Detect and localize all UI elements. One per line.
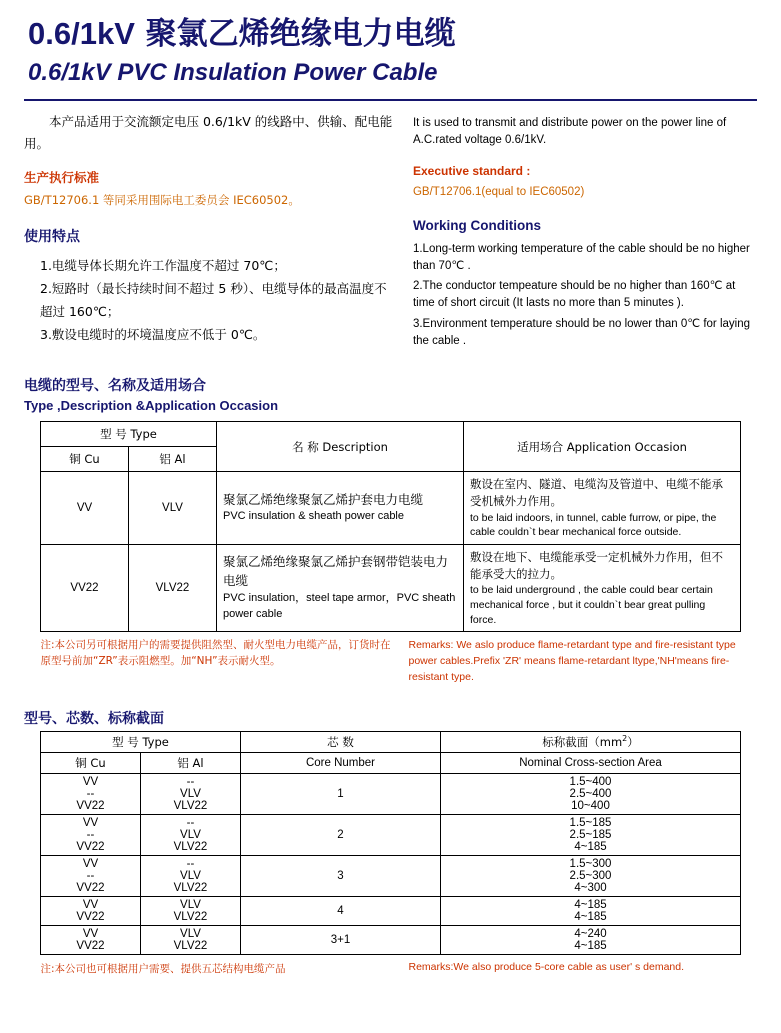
cell-application-en: to be laid indoors, in tunnel, cable furrow, or pipe, the cable couldn`t bear mechanical force outside. [470,511,717,539]
cell-cu-line: VV22 [76,799,105,812]
cell-core-number: 1 [241,773,441,814]
standard-head-en: Executive standard : [412,164,531,179]
cell-area-line: 2.5~400 [569,787,612,800]
header-area-sup: 2 [622,733,628,743]
cell-description-en: PVC insulation & sheath power cable [223,510,404,523]
page-title-cn [28,16,757,53]
cell-cu-line: VV [82,775,99,788]
cell-cu-line: -- [86,869,95,882]
features-item-en-1: 1.Long-term working temperature of the cable should be no higher than 70℃ . [412,242,750,272]
header-al: 铝 Al [128,447,216,472]
cell-al-line: -- [186,775,195,788]
header-cu: 铜 Cu [40,752,140,773]
cell-description-cn: 聚氯乙烯绝缘聚氯乙烯护套钢带铠装电力电缆 [223,554,449,589]
section2-title-cn: 型号、芯数、标称截面 [24,710,164,727]
cell-cu-line: VV [82,816,99,829]
intro-column-cn [24,111,395,353]
cell-cu [40,855,140,896]
section-type-core-area [24,708,757,976]
cell-cu [40,773,140,814]
page-title-cn-prefix: 0.6/1kV [28,16,135,51]
table-row [40,472,740,545]
cell-area-line: 4~185 [574,939,607,952]
cell-al [140,814,240,855]
cell-cu-line: VV22 [76,881,105,894]
cell-application [464,472,741,545]
cell-area-line: 10~400 [571,799,610,812]
features-item-en-3: 3.Environment temperature should be no lower than 0℃ for laying the cable . [412,317,750,347]
type-description-table [40,421,741,632]
cell-al-line: VLV [180,787,201,800]
cell-area [441,855,741,896]
cell-core-number: 2 [241,814,441,855]
header-type-group: 型 号 Type [40,731,240,752]
cell-area [441,896,741,925]
page-title-cn-text: 聚氯乙烯绝缘电力电缆 [134,16,456,52]
cell-cu: VV22 [40,544,128,632]
header-core-cn: 芯 数 [241,731,441,752]
cell-area-line: 1.5~400 [569,775,612,788]
table-header-row [40,422,740,447]
cell-al [140,855,240,896]
cell-cu-line: -- [86,828,95,841]
cell-description [217,472,464,545]
features-item-en-2: 2.The conductor tempeature should be no higher than 160℃ at time of short circuit (It lasts no more than 5 minutes ). [412,280,736,310]
type-core-area-table [40,731,741,955]
cell-al-line: VLV22 [173,799,208,812]
cell-al-line: VLV22 [173,840,208,853]
cell-area-line: 2.5~185 [569,828,612,841]
intro-column-en [413,111,757,353]
cell-al: VLV22 [128,544,216,632]
cell-cu [40,814,140,855]
section1-title-cn: 电缆的型号、名称及适用场合 [24,378,206,395]
cell-cu-line: VV [82,857,99,870]
cell-al-line: VLV [180,898,201,911]
header-area-cn-end: ） [627,734,639,749]
cell-core-number: 3+1 [241,925,441,954]
section1-title-en: Type ,Description &Application Occasion [24,398,279,414]
header-al: 铝 Al [140,752,240,773]
cell-cu-line: VV22 [76,939,105,952]
standard-body-cn: GB/T12706.1 等同采用围际电工委员会 IEC60502。 [24,193,300,208]
cell-al-line: -- [186,816,195,829]
standard-body-en: GB/T12706.1(equal to IEC60502) [412,186,585,199]
table-row [40,925,740,954]
features-head-en: Working Conditions [412,217,541,233]
cell-area [441,773,741,814]
header-area-cn [441,731,741,752]
section1-remark-cn: 注:本公司另可根据用户的需要提供阻然型、耐火型电力电缆产品，订货时在原型号前加“ZR”表示阻燃型。加“NH”表示耐火型。 [40,639,391,668]
header-core-en: Core Number [241,752,441,773]
cell-cu-line: -- [86,787,95,800]
section2-remarks [41,961,741,976]
cell-description [217,544,464,632]
cell-cu-line: VV [82,927,99,940]
cell-description-en: PVC insulation，steel tape armor，PVC sheath power cable [223,591,456,620]
cell-al [140,896,240,925]
cell-area-line: 4~240 [574,927,607,940]
table-row [40,896,740,925]
cell-al [140,925,240,954]
cell-al-line: VLV22 [173,881,208,894]
title-divider [24,99,757,101]
cell-area-line: 1.5~300 [569,857,612,870]
intro-text-cn: 本产品适用于交流额定电压 0.6/1kV 的线路中、供输、配电能用。 [24,113,393,151]
cell-al-line: VLV [180,927,201,940]
section1-remarks [41,638,741,685]
table-row [40,544,740,632]
cell-core-number: 3 [241,855,441,896]
cell-cu: VV [40,472,128,545]
header-application: 适用场合 Application Occasion [464,422,741,472]
cell-cu-line: VV22 [76,910,105,923]
cell-application-en: to be laid underground , the cable could bear certain mechanical force , but it couldn`t bear great pulling force. [470,584,713,626]
cell-area-line: 4~300 [574,881,607,894]
cell-al-line: -- [186,857,195,870]
cell-al-line: VLV22 [173,939,208,952]
cell-application-cn: 敷设在地下、电缆能承受一定机械外力作用，但不能承受大的拉力。 [470,549,723,582]
header-area-cn-text: 标称截面（mm [542,734,623,749]
cell-cu-line: VV [82,898,99,911]
section2-remark-cn: 注:本公司也可根据用户需要、提供五芯结构电缆产品 [40,962,286,975]
cell-al-line: VLV22 [173,910,208,923]
section1-remark-en: Remarks: We aslo produce flame-retardant type and fire-resistant type power cables.Prefix 'ZR' means flame-retardant ltype,'NH'means fire-resistant type. [408,639,736,683]
cell-cu [40,896,140,925]
cell-cu [40,925,140,954]
features-item-cn-1: 1.电缆导体长期允许工作温度不超过 70℃； [40,257,286,273]
standard-head-cn: 生产执行标准 [24,170,100,186]
page-title-en: 0.6/1kV PVC Insulation Power Cable [28,58,438,86]
table-row [40,814,740,855]
cell-area-line: 4~185 [574,898,607,911]
header-type-group: 型 号 Type [40,422,216,447]
section2-remark-en: Remarks:We also produce 5-core cable as user' s demand. [408,960,685,973]
intro-text-en: It is used to transmit and distribute power on the power line of A.C.rated voltage 0.6/1kV. [412,116,727,147]
section-type-description [24,375,757,686]
header-area-en: Nominal Cross-section Area [441,752,741,773]
cell-application [464,544,741,632]
cell-area [441,925,741,954]
cell-area [441,814,741,855]
cell-al-line: VLV [180,828,201,841]
table-subheader-row [40,752,740,773]
header-description: 名 称 Description [217,422,464,472]
features-item-cn-2: 2.短路时（最长持续时间不超过 5 秒）、电缆导体的最高温度不超过 160℃； [40,280,387,319]
cell-area-line: 4~185 [574,840,607,853]
table-row [40,855,740,896]
cell-area-line: 1.5~185 [569,816,612,829]
table-row [40,773,740,814]
features-list-en [413,241,757,351]
cell-area-line: 4~185 [574,910,607,923]
header-cu: 铜 Cu [40,447,128,472]
cell-al [140,773,240,814]
cell-description-cn: 聚氯乙烯绝缘聚氯乙烯护套电力电缆 [223,491,424,507]
intro-section [24,111,757,353]
features-list-cn [24,254,395,347]
cell-application-cn: 敷设在室内、隧道、电缆沟及管道中、电缆不能承受机械外力作用。 [470,477,723,509]
cell-area-line: 2.5~300 [569,869,612,882]
cell-core-number: 4 [241,896,441,925]
cell-al: VLV [128,472,216,545]
cell-cu-line: VV22 [76,840,105,853]
features-item-cn-3: 3.敷设电缆时的坏境温度应不低于 0℃。 [40,327,266,343]
features-head-cn: 使用特点 [24,228,80,245]
cell-al-line: VLV [180,869,201,882]
table-header-row [40,731,740,752]
